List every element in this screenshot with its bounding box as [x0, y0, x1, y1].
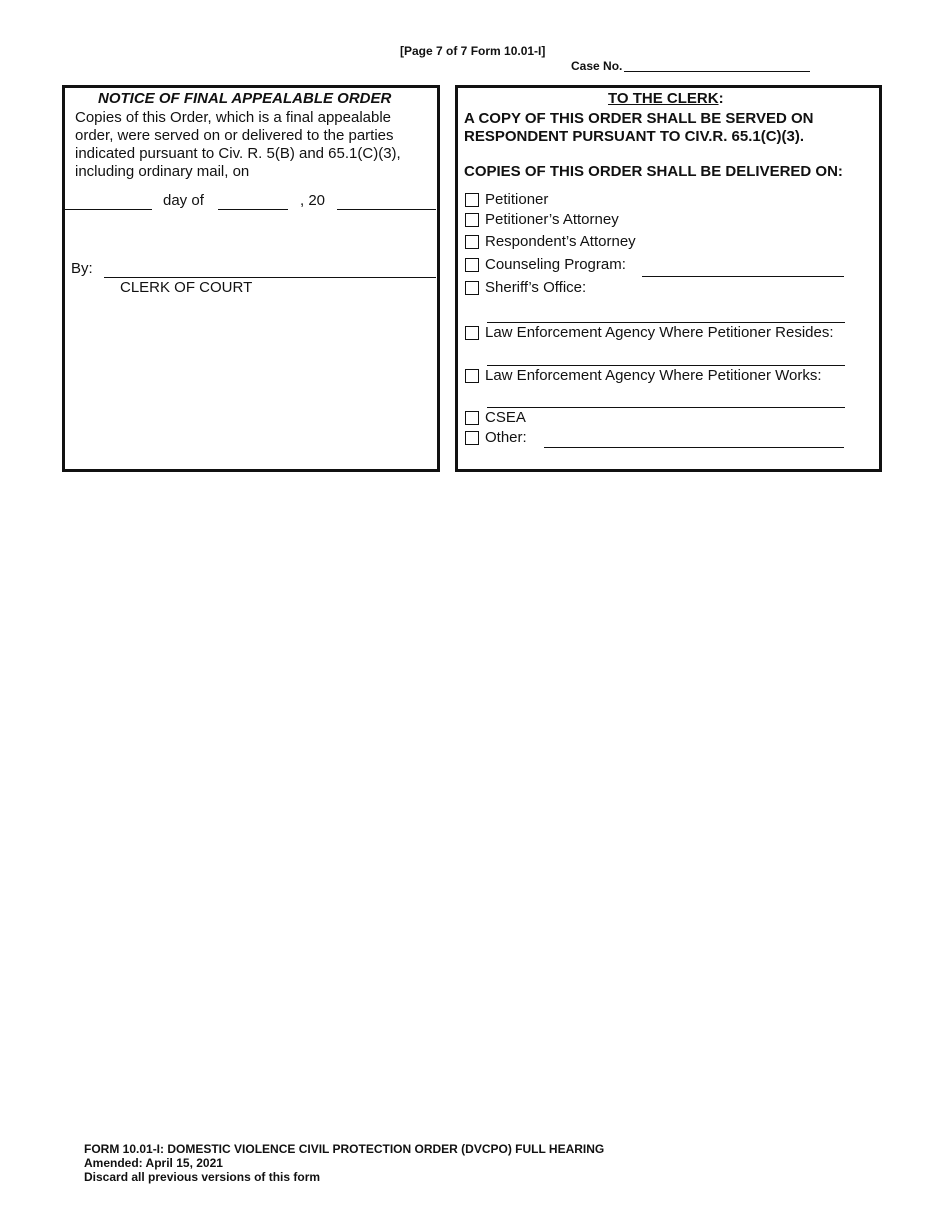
petitioners-attorney-label: Petitioner’s Attorney — [485, 211, 619, 228]
other-field[interactable] — [544, 447, 844, 448]
le-works-checkbox[interactable] — [465, 369, 479, 383]
day-field[interactable] — [65, 209, 152, 210]
checkbox-row-counseling-program — [465, 256, 626, 273]
counseling-program-checkbox[interactable] — [465, 258, 479, 272]
checkbox-row-csea — [465, 409, 526, 426]
sheriffs-office-field[interactable] — [487, 322, 845, 323]
checkbox-row-petitioner — [465, 191, 548, 208]
delivered-heading: COPIES OF THIS ORDER SHALL BE DELIVERED ON: — [464, 163, 843, 180]
to-clerk-title-text: TO THE CLERK — [608, 90, 719, 107]
notice-title: NOTICE OF FINAL APPEALABLE ORDER — [98, 90, 392, 107]
petitioner-label: Petitioner — [485, 191, 549, 208]
footer-discard-note: Discard all previous versions of this form — [84, 1170, 321, 1184]
respondents-attorney-label: Respondent’s Attorney — [485, 233, 636, 250]
checkbox-row-le-resides — [465, 324, 834, 341]
petitioners-attorney-checkbox[interactable] — [465, 213, 479, 227]
checkbox-row-petitioners-attorney — [465, 211, 619, 228]
checkbox-row-sheriffs-office — [465, 279, 586, 296]
to-clerk-title-colon: : — [718, 90, 724, 107]
respondents-attorney-checkbox[interactable] — [465, 235, 479, 249]
year-prefix-label: , 20 — [300, 192, 326, 209]
to-clerk-title — [608, 90, 724, 107]
csea-checkbox[interactable] — [465, 411, 479, 425]
checkbox-row-respondents-attorney — [465, 233, 636, 250]
day-of-label: day of — [163, 192, 204, 209]
clerk-signature-field[interactable] — [104, 277, 436, 278]
le-works-field[interactable] — [487, 407, 845, 408]
counseling-program-label: Counseling Program: — [485, 256, 626, 273]
other-label: Other: — [485, 429, 527, 446]
sheriffs-office-label: Sheriff’s Office: — [485, 279, 587, 296]
checkbox-row-le-works — [465, 367, 822, 384]
petitioner-checkbox[interactable] — [465, 193, 479, 207]
sheriffs-office-checkbox[interactable] — [465, 281, 479, 295]
clerk-of-court-label: CLERK OF COURT — [120, 279, 253, 296]
footer-amended: Amended: April 15, 2021 — [84, 1156, 223, 1170]
year-field[interactable] — [337, 209, 436, 210]
checkbox-row-other — [465, 429, 527, 446]
notice-body: Copies of this Order, which is a final appealable order, were served on or delivered to the parties indicated pursuant to Civ. R. 5(B) and 65.1(C)(3), including ordinary mail, on — [75, 109, 401, 180]
csea-label: CSEA — [485, 409, 526, 426]
case-no-label: Case No. — [571, 59, 623, 73]
le-resides-checkbox[interactable] — [465, 326, 479, 340]
other-checkbox[interactable] — [465, 431, 479, 445]
case-no-field[interactable] — [624, 71, 810, 72]
page-label: [Page 7 of 7 Form 10.01-I] — [400, 44, 546, 58]
served-text: A COPY OF THIS ORDER SHALL BE SERVED ON RESPONDENT PURSUANT TO CIV.R. 65.1(C)(3). — [464, 110, 814, 145]
footer-form-title: FORM 10.01-I: DOMESTIC VIOLENCE CIVIL PROTECTION ORDER (DVCPO) FULL HEARING — [84, 1142, 605, 1156]
counseling-program-field[interactable] — [642, 276, 844, 277]
form-footer — [84, 1142, 604, 1184]
le-resides-field[interactable] — [487, 365, 845, 366]
month-field[interactable] — [218, 209, 288, 210]
le-works-label: Law Enforcement Agency Where Petitioner Works: — [485, 367, 822, 384]
by-label: By: — [71, 260, 93, 277]
le-resides-label: Law Enforcement Agency Where Petitioner Resides: — [485, 324, 834, 341]
